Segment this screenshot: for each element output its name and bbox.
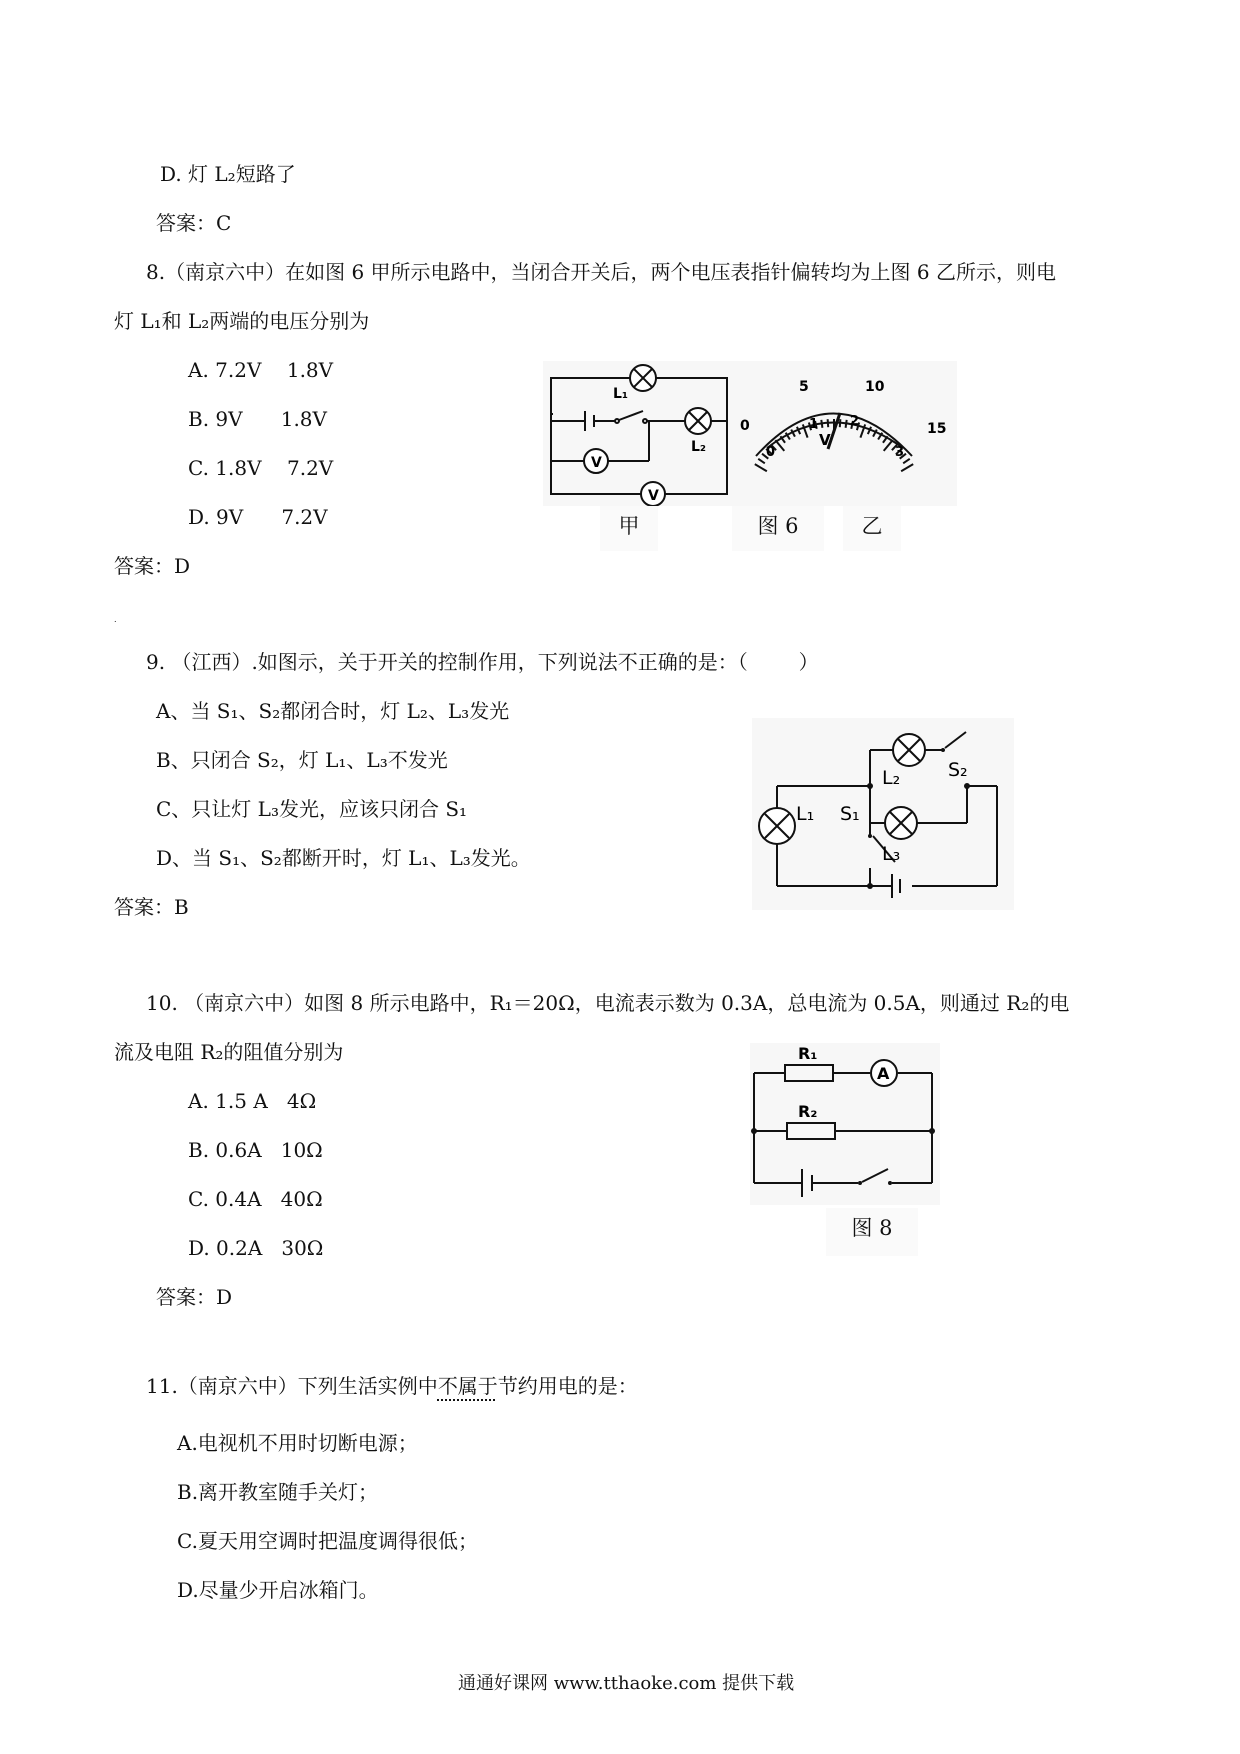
- q9-option-d: D、当 S₁、S₂都断开时，灯 L₁、L₃发光。: [156, 846, 531, 870]
- label-l3: L₃: [882, 843, 901, 865]
- q8-option-c: C. 1.8V 7.2V: [188, 456, 334, 480]
- figure-6-caption: 图 6: [732, 506, 824, 551]
- meter-top-5: 5: [799, 379, 809, 395]
- q10-stem-line2: 流及电阻 R₂的阻值分别为: [114, 1040, 344, 1064]
- meter-tick: [775, 440, 784, 451]
- figure-6-caption-left: 甲: [600, 506, 658, 551]
- q7-option-d: D. 灯 L₂短路了: [160, 162, 296, 186]
- label-s1: S₁: [840, 803, 860, 825]
- q11-option-b: B.离开教室随手关灯；: [177, 1480, 379, 1504]
- q9-answer: 答案：B: [114, 895, 189, 919]
- figure-6-caption-right: 乙: [843, 506, 901, 551]
- q11-option-a: A.电视机不用时切断电源；: [177, 1431, 418, 1455]
- figure-q9: [752, 718, 1014, 910]
- meter-tick: [884, 440, 893, 451]
- q8-option-d: D. 9V 7.2V: [188, 505, 328, 529]
- meter-tick: [903, 459, 910, 464]
- q10-option-b: B. 0.6A 10Ω: [188, 1138, 323, 1162]
- page-footer: 通通好课网 www.tthaoke.com 提供下载: [458, 1673, 795, 1694]
- meter-tick: [821, 420, 822, 428]
- q9-stem: 9. （江西）.如图示，关于开关的控制作用，下列说法不正确的是：（ ）: [146, 650, 819, 674]
- q10-answer: 答案：D: [156, 1285, 233, 1309]
- label-l2: L₂: [691, 439, 707, 455]
- q11-stem-suffix: 节约用电的是：: [497, 1374, 638, 1398]
- figure-8-circuit: [750, 1043, 940, 1205]
- q8-option-b: B. 9V 1.8V: [188, 407, 327, 431]
- label-r2: R₂: [798, 1102, 818, 1121]
- label-s2: S₂: [948, 759, 968, 781]
- meter-tick: [828, 419, 829, 427]
- figure-6-circuit-and-meter: [543, 361, 957, 506]
- q10-option-d: D. 0.2A 30Ω: [188, 1236, 324, 1260]
- q8-stem-line1: 8.（南京六中）在如图 6 甲所示电路中，当闭合开关后，两个电压表指针偏转均为上图 6 乙所示，则电: [146, 260, 1056, 284]
- meter-tick: [840, 419, 841, 427]
- meter-top-10: 10: [865, 379, 885, 395]
- figure-8: [750, 1043, 940, 1205]
- q11-stem-emphasis: 不属于: [437, 1374, 498, 1398]
- meter-tick: [846, 420, 847, 428]
- meter-top-15: 15: [927, 421, 947, 437]
- meter-top-0: 0: [740, 418, 750, 434]
- label-l1: L₁: [613, 386, 629, 402]
- q10-option-c: C. 0.4A 40Ω: [188, 1187, 323, 1211]
- meter-bottom-1: 1: [809, 417, 819, 432]
- meter-tick: [758, 459, 765, 464]
- q8-answer: 答案：D: [114, 554, 191, 578]
- q9-option-c: C、只让灯 L₃发光，应该只闭合 S₁: [156, 797, 468, 821]
- figure-8-caption: 图 8: [826, 1208, 918, 1256]
- q8-stem-line2: 灯 L₁和 L₂两端的电压分别为: [114, 309, 370, 333]
- q9-option-b: B、只闭合 S₂，灯 L₁、L₃不发光: [156, 748, 448, 772]
- meter-bottom-0: 0: [766, 445, 776, 460]
- q11-stem: [146, 1374, 638, 1398]
- q11-option-c: C.夏天用空调时把温度调得很低；: [177, 1529, 478, 1553]
- ammeter-label: A: [877, 1064, 890, 1083]
- dot-mark: .: [114, 615, 117, 624]
- q7-answer: 答案：C: [156, 211, 232, 235]
- label-l2: L₂: [882, 767, 901, 789]
- meter-bottom-2: 2: [850, 414, 860, 429]
- q11-option-d: D.尽量少开启冰箱门。: [177, 1578, 379, 1602]
- figure-q9-circuit: [752, 718, 1014, 910]
- meter-tick: [755, 464, 767, 471]
- q10-stem-line1: 10. （南京六中）如图 8 所示电路中，R₁＝20Ω，电流表示数为 0.3A，总电流为 0.5A，则通过 R₂的电: [146, 991, 1070, 1015]
- q10-option-a: A. 1.5 A 4Ω: [188, 1089, 317, 1113]
- label-r1: R₁: [798, 1044, 818, 1063]
- label-l1: L₁: [796, 803, 815, 825]
- voltmeter-2-label: V: [648, 488, 659, 504]
- q9-option-a: A、当 S₁、S₂都闭合时，灯 L₂、L₃发光: [156, 699, 510, 723]
- figure-6: [543, 361, 957, 506]
- meter-unit: V: [819, 431, 831, 449]
- voltmeter-1-label: V: [591, 455, 602, 471]
- meter-tick: [901, 464, 913, 471]
- q11-stem-prefix: 11.（南京六中）下列生活实例中: [146, 1374, 438, 1398]
- q8-option-a: A. 7.2V 1.8V: [188, 358, 334, 382]
- meter-bottom-3: 3: [895, 445, 905, 460]
